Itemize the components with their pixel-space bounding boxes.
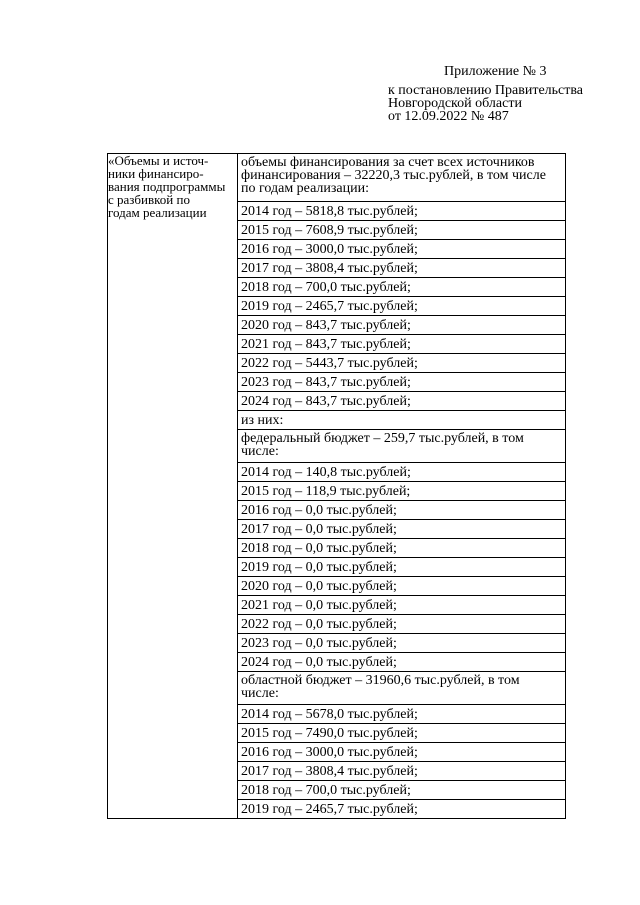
appendix-reference [388, 84, 583, 123]
intro-line: по годам реализации: [241, 181, 369, 196]
intro-line: федеральный бюджет – 259,7 тыс.рублей, в том [241, 431, 524, 446]
year-row: 2017 год – 3808,4 тыс.рублей; [238, 258, 565, 277]
label-line: годам реализации [108, 205, 207, 220]
year-row: 2023 год – 0,0 тыс.рублей; [238, 633, 565, 652]
year-row: 2021 год – 843,7 тыс.рублей; [238, 334, 565, 353]
year-row: 2017 год – 3808,4 тыс.рублей; [238, 761, 565, 780]
year-row: 2016 год – 3000,0 тыс.рублей; [238, 239, 565, 258]
label-line: «Объемы и источ- [108, 153, 209, 168]
appendix-ref-line: к постановлению Правительства [388, 83, 584, 98]
intro-line: объемы финансирования за счет всех источников [241, 155, 535, 170]
year-row: 2022 год – 0,0 тыс.рублей; [238, 614, 565, 633]
year-row: 2015 год – 118,9 тыс.рублей; [238, 481, 565, 500]
all-sources-intro [238, 154, 565, 201]
financing-table [107, 153, 566, 819]
year-row: 2019 год – 0,0 тыс.рублей; [238, 557, 565, 576]
federal-budget-intro [238, 429, 565, 462]
year-row: 2014 год – 140,8 тыс.рублей; [238, 462, 565, 481]
year-row: 2016 год – 0,0 тыс.рублей; [238, 500, 565, 519]
year-row: 2020 год – 843,7 тыс.рублей; [238, 315, 565, 334]
appendix-title: Приложение № 3 [444, 64, 547, 79]
financing-values-cell [238, 154, 566, 819]
year-row: 2020 год – 0,0 тыс.рублей; [238, 576, 565, 595]
regional-budget-intro [238, 671, 565, 704]
year-row: 2019 год – 2465,7 тыс.рублей; [238, 296, 565, 315]
year-row: 2024 год – 843,7 тыс.рублей; [238, 391, 565, 410]
appendix-ref-line: от 12.09.2022 № 487 [388, 109, 509, 124]
year-row: 2019 год – 2465,7 тыс.рублей; [238, 799, 565, 818]
financing-label-cell [108, 154, 238, 819]
label-line: вания подпрограммы [108, 179, 226, 194]
year-row: 2018 год – 700,0 тыс.рублей; [238, 277, 565, 296]
intro-line: числе: [241, 686, 279, 701]
intro-line: финансирования – 32220,3 тыс.рублей, в том числе [241, 168, 546, 183]
year-row: 2022 год – 5443,7 тыс.рублей; [238, 353, 565, 372]
year-row: 2021 год – 0,0 тыс.рублей; [238, 595, 565, 614]
year-row: 2017 год – 0,0 тыс.рублей; [238, 519, 565, 538]
intro-line: областной бюджет – 31960,6 тыс.рублей, в том [241, 673, 520, 688]
table-row [108, 154, 566, 819]
year-row: 2014 год – 5678,0 тыс.рублей; [238, 704, 565, 723]
year-row: 2014 год – 5818,8 тыс.рублей; [238, 201, 565, 220]
year-row: 2023 год – 843,7 тыс.рублей; [238, 372, 565, 391]
intro-line: числе: [241, 444, 279, 459]
year-row: 2018 год – 0,0 тыс.рублей; [238, 538, 565, 557]
appendix-ref-line: Новгородской области [388, 96, 522, 111]
year-row: 2016 год – 3000,0 тыс.рублей; [238, 742, 565, 761]
year-row: 2015 год – 7608,9 тыс.рублей; [238, 220, 565, 239]
year-row: 2015 год – 7490,0 тыс.рублей; [238, 723, 565, 742]
year-row: 2024 год – 0,0 тыс.рублей; [238, 652, 565, 671]
year-row: 2018 год – 700,0 тыс.рублей; [238, 780, 565, 799]
of-them-row: из них: [238, 410, 565, 429]
label-line: с разбивкой по [108, 192, 190, 207]
label-line: ники финансиро- [108, 166, 204, 181]
